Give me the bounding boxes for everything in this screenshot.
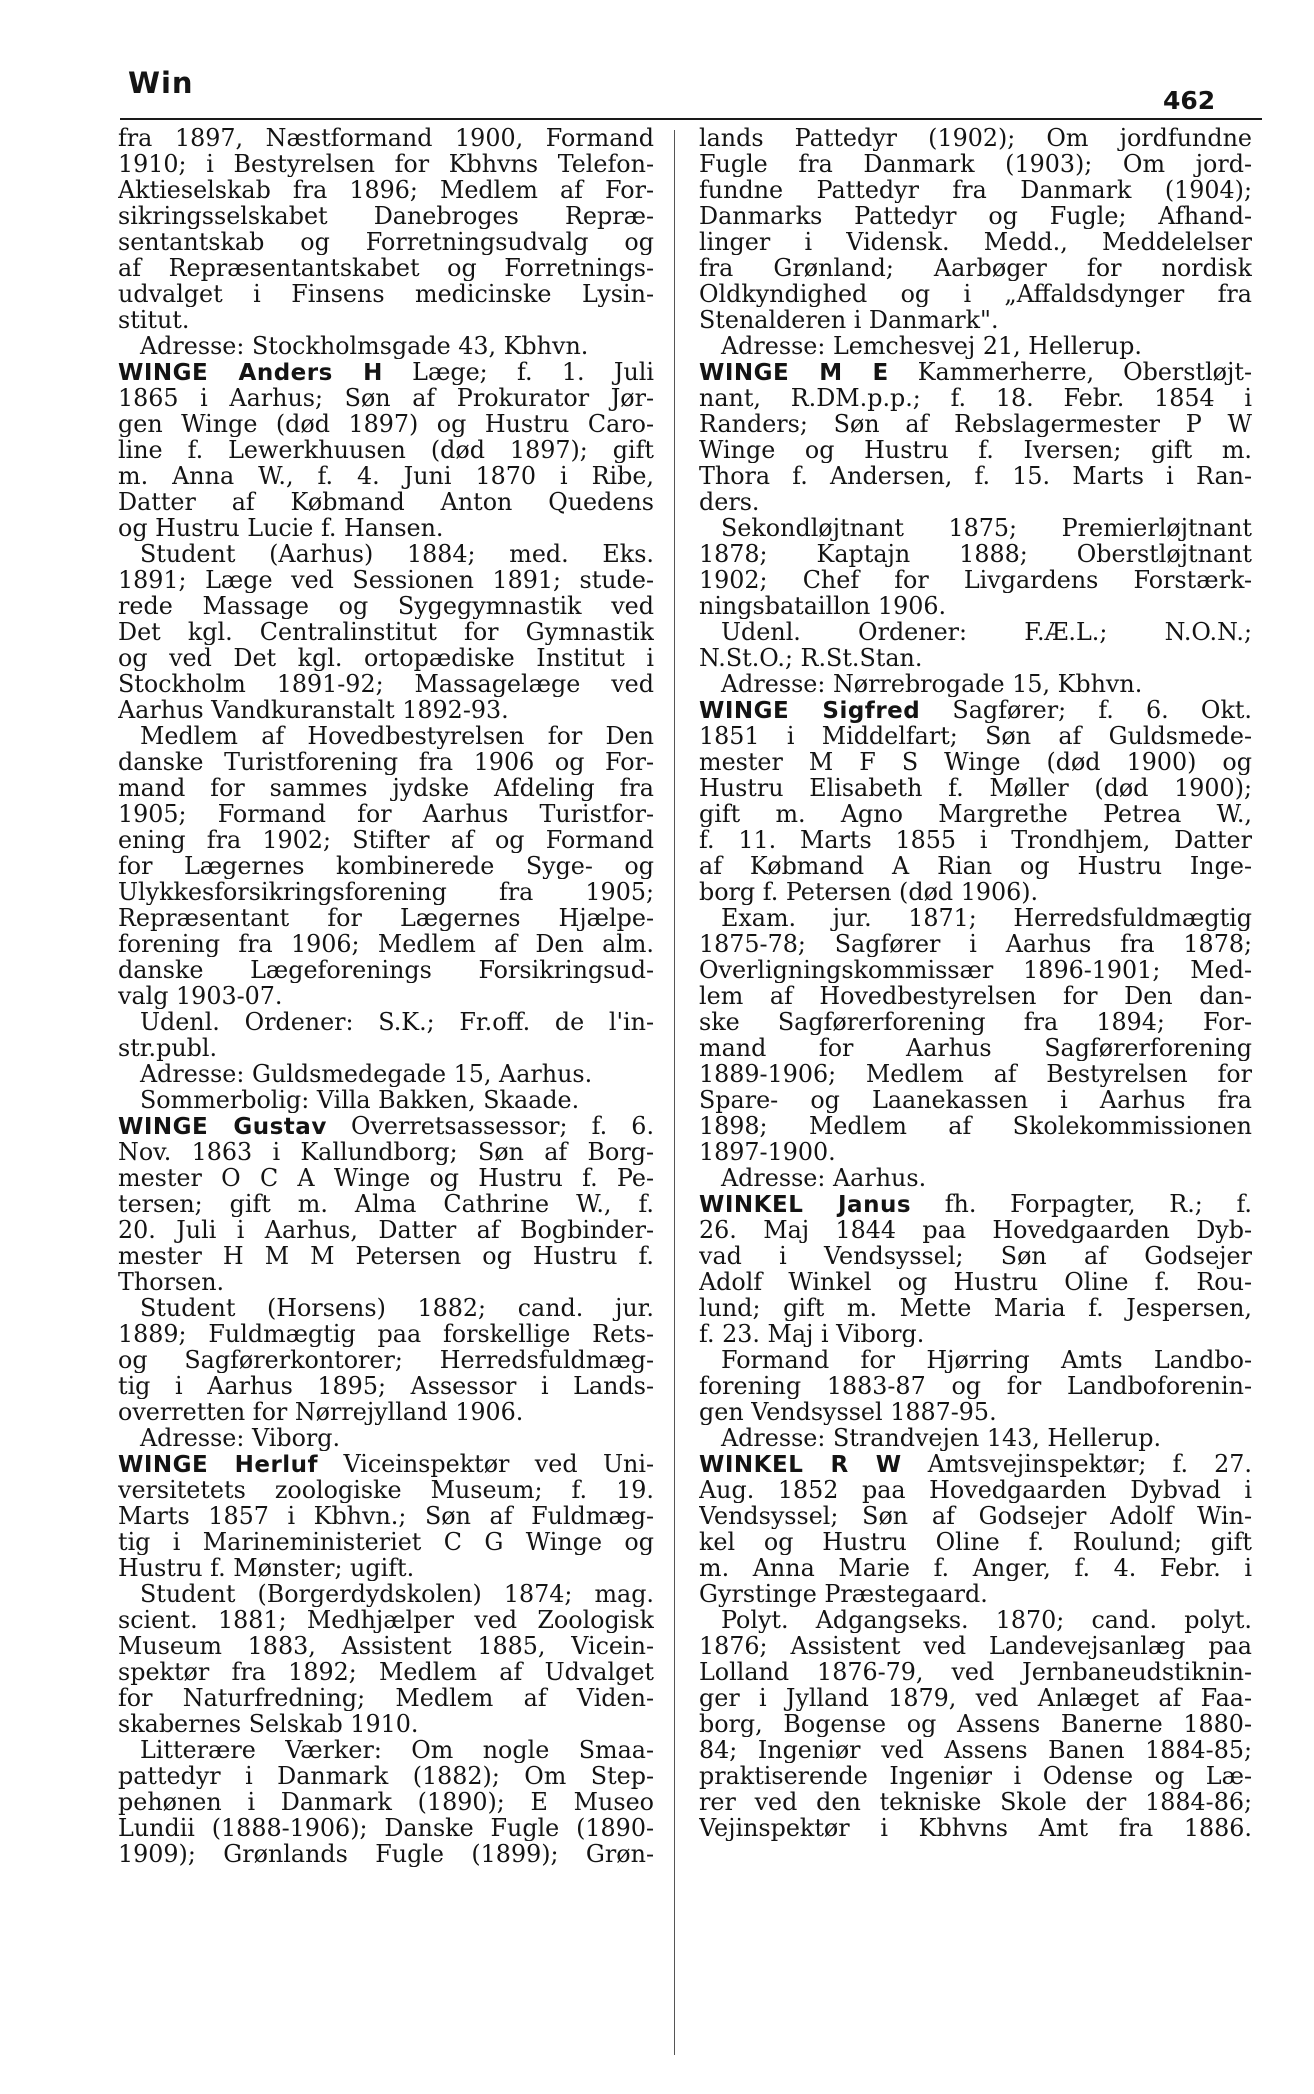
text-line <box>118 593 654 619</box>
line-text: lands Pattedyr (1902); Om jordfundne <box>699 125 1252 151</box>
text-line <box>118 1217 654 1243</box>
line-text: mester O C A Winge og Hustru f. Pe- <box>118 1165 654 1191</box>
line-text: Lolland 1876-79, ved Jernbaneudstiknin- <box>699 1659 1252 1685</box>
text-line <box>699 1009 1252 1035</box>
line-text: vad i Vendsyssel; Søn af Godsejer <box>699 1243 1252 1269</box>
text-line <box>699 333 1252 359</box>
line-text: af Købmand A Rian og Hustru Inge- <box>699 853 1252 879</box>
text-line <box>699 515 1252 541</box>
line-text: Nov. 1863 i Kallundborg; Søn af Borg- <box>118 1139 654 1165</box>
line-text: 1910; i Bestyrelsen for Kbhvns Telefon- <box>118 151 654 177</box>
text-line <box>699 671 1252 697</box>
text-line <box>699 645 1252 671</box>
line-text: borg, Bogense og Assens Banerne 1880- <box>699 1711 1252 1737</box>
text-line <box>699 853 1252 879</box>
line-text: versitetets zoologiske Museum; f. 19. <box>118 1477 654 1503</box>
line-text: Stockholm 1891-92; Massagelæge ved <box>118 671 654 697</box>
line-text: overretten for Nørrejylland 1906. <box>118 1399 524 1425</box>
text-line <box>699 1685 1252 1711</box>
line-text: 1875-78; Sagfører i Aarhus fra 1878; <box>699 931 1252 957</box>
text-line <box>699 1711 1252 1737</box>
text-line <box>118 1503 654 1529</box>
line-text: kel og Hustru Oline f. Roulund; gift <box>699 1529 1252 1555</box>
line-text: Aktieselskab fra 1896; Medlem af For- <box>118 177 654 203</box>
line-text: 1898; Medlem af Skolekommissionen <box>699 1113 1252 1139</box>
text-line <box>118 645 654 671</box>
text-line <box>699 203 1252 229</box>
text-line <box>699 1269 1252 1295</box>
line-text: gift m. Agno Margrethe Petrea W., <box>699 801 1252 827</box>
line-text: Amtsvejinspektør; f. 27. <box>901 1451 1252 1477</box>
entry-heading-line <box>699 359 1252 385</box>
line-text: Hustru Elisabeth f. Møller (død 1900); <box>699 775 1252 801</box>
entry-heading-line <box>118 1451 654 1477</box>
text-line <box>118 1737 654 1763</box>
line-text: spektør fra 1892; Medlem af Udvalget <box>118 1659 654 1685</box>
line-text: gen Vendsyssel 1887-95. <box>699 1399 997 1425</box>
text-line <box>699 489 1252 515</box>
text-line <box>118 281 654 307</box>
text-line <box>118 1373 654 1399</box>
line-text: Adresse: Lemchesvej 21, Hellerup. <box>721 333 1142 359</box>
line-text: for Naturfredning; Medlem af Viden- <box>118 1685 654 1711</box>
text-line <box>118 1477 654 1503</box>
line-text: fh. Forpagter, R.; f. <box>911 1191 1252 1217</box>
text-line <box>118 1139 654 1165</box>
entry-heading-line <box>118 1113 654 1139</box>
text-line <box>118 1685 654 1711</box>
entry-name: WINGE Gustav <box>118 1114 327 1139</box>
text-line <box>118 1399 654 1425</box>
text-line <box>699 177 1252 203</box>
entry-name: WINKEL Janus <box>699 1192 912 1217</box>
line-text: fra Grønland; Aarbøger for nordisk <box>699 255 1252 281</box>
line-text: 1851 i Middelfart; Søn af Guldsmede- <box>699 723 1252 749</box>
header-rule <box>120 118 1262 120</box>
line-text: Student (Horsens) 1882; cand. jur. <box>140 1295 654 1321</box>
text-line <box>118 1087 654 1113</box>
text-line <box>699 437 1252 463</box>
line-text: mand for sammes jydske Afdeling fra <box>118 775 654 801</box>
line-text: 26. Maj 1844 paa Hovedgaarden Dyb- <box>699 1217 1252 1243</box>
line-text: 1902; Chef for Livgardens Forstærk- <box>699 567 1252 593</box>
text-line <box>699 905 1252 931</box>
line-text: pehønen i Danmark (1890); E Museo <box>118 1789 654 1815</box>
line-text: skabernes Selskab 1910. <box>118 1711 419 1737</box>
line-text: valg 1903-07. <box>118 983 283 1009</box>
line-text: Sommerbolig: Villa Bakken, Skaade. <box>140 1087 580 1113</box>
text-line <box>118 1165 654 1191</box>
line-text: Vendsyssel; Søn af Godsejer Adolf Win- <box>699 1503 1252 1529</box>
line-text: Student (Aarhus) 1884; med. Eks. <box>140 541 654 567</box>
text-line <box>118 1763 654 1789</box>
text-line <box>699 1113 1252 1139</box>
right-column <box>699 125 1252 1841</box>
text-line <box>118 1035 654 1061</box>
line-text: Gyrstinge Præstegaard. <box>699 1581 988 1607</box>
line-text: Thorsen. <box>118 1269 225 1295</box>
text-line <box>699 1425 1252 1451</box>
text-line <box>699 1581 1252 1607</box>
line-text: Marts 1857 i Kbhvn.; Søn af Fuldmæg- <box>118 1503 654 1529</box>
line-text: 1891; Læge ved Sessionen 1891; stude- <box>118 567 654 593</box>
text-line <box>118 463 654 489</box>
text-line <box>118 1061 654 1087</box>
text-line <box>118 1295 654 1321</box>
line-text: Fugle fra Danmark (1903); Om jord- <box>699 151 1252 177</box>
line-text: rede Massage og Sygegymnastik ved <box>118 593 654 619</box>
line-text: Spare- og Laanekassen i Aarhus fra <box>699 1087 1252 1113</box>
text-line <box>118 1269 654 1295</box>
line-text: Adresse: Nørrebrogade 15, Kbhvn. <box>721 671 1143 697</box>
text-line <box>118 1841 654 1867</box>
entry-name: WINKEL R W <box>699 1452 902 1477</box>
text-line <box>699 1347 1252 1373</box>
text-line <box>699 125 1252 151</box>
text-line <box>699 723 1252 749</box>
line-text: fra 1897, Næstformand 1900, Formand <box>118 125 654 151</box>
text-line <box>118 515 654 541</box>
text-line <box>118 203 654 229</box>
line-text: Adresse: Guldsmedegade 15, Aarhus. <box>140 1061 593 1087</box>
line-text: Adolf Winkel og Hustru Oline f. Rou- <box>699 1269 1252 1295</box>
text-line <box>118 931 654 957</box>
text-line <box>118 1789 654 1815</box>
line-text: 1909); Grønlands Fugle (1899); Grøn- <box>118 1841 654 1867</box>
entry-name: WINGE Anders H <box>118 360 383 385</box>
line-text: 1865 i Aarhus; Søn af Prokurator Jør- <box>118 385 654 411</box>
text-line <box>118 879 654 905</box>
entry-name: WINGE Herluf <box>118 1452 319 1477</box>
line-text: ningsbataillon 1906. <box>699 593 947 619</box>
line-text: Stenalderen i Danmark". <box>699 307 999 333</box>
text-line <box>699 1607 1252 1633</box>
text-line <box>699 1529 1252 1555</box>
line-text: af Repræsentantskabet og Forretnings- <box>118 255 654 281</box>
line-text: Viceinspektør ved Uni- <box>318 1451 654 1477</box>
text-line <box>699 229 1252 255</box>
line-text: Student (Borgerdydskolen) 1874; mag. <box>140 1581 654 1607</box>
line-text: lem af Hovedbestyrelsen for Den dan- <box>699 983 1252 1009</box>
line-text: Polyt. Adgangseks. 1870; cand. polyt. <box>721 1607 1252 1633</box>
line-text: Medlem af Hovedbestyrelsen for Den <box>140 723 654 749</box>
line-text: for Lægernes kombinerede Syge- og <box>118 853 654 879</box>
left-column <box>118 125 654 1867</box>
line-text: Aug. 1852 paa Hovedgaarden Dybvad i <box>699 1477 1252 1503</box>
line-text: str.publ. <box>118 1035 218 1061</box>
text-line <box>699 1737 1252 1763</box>
text-line <box>699 1321 1252 1347</box>
line-text: tersen; gift m. Alma Cathrine W., f. <box>118 1191 654 1217</box>
text-line <box>699 1763 1252 1789</box>
text-line <box>118 255 654 281</box>
text-line <box>699 1503 1252 1529</box>
line-text: fundne Pattedyr fra Danmark (1904); <box>699 177 1252 203</box>
line-text: forening 1883-87 og for Landboforenin- <box>699 1373 1252 1399</box>
text-line <box>118 541 654 567</box>
text-line <box>118 1711 654 1737</box>
text-line <box>699 593 1252 619</box>
entry-heading-line <box>699 697 1252 723</box>
text-line <box>118 177 654 203</box>
text-line <box>118 801 654 827</box>
text-line <box>699 541 1252 567</box>
line-text: 1905; Formand for Aarhus Turistfor- <box>118 801 654 827</box>
text-line <box>699 1659 1252 1685</box>
text-line <box>699 1399 1252 1425</box>
line-text: 20. Juli i Aarhus, Datter af Bogbinder- <box>118 1217 654 1243</box>
line-text: og ved Det kgl. ortopædiske Institut i <box>118 645 654 671</box>
text-line <box>699 1789 1252 1815</box>
text-line <box>118 905 654 931</box>
text-line <box>699 931 1252 957</box>
text-line <box>118 853 654 879</box>
text-line <box>118 723 654 749</box>
line-text: m. Anna Marie f. Anger, f. 4. Febr. i <box>699 1555 1252 1581</box>
line-text: forening fra 1906; Medlem af Den alm. <box>118 931 654 957</box>
line-text: mand for Aarhus Sagførerforening <box>699 1035 1252 1061</box>
column-divider <box>674 130 675 2055</box>
line-text: Winge og Hustru f. Iversen; gift m. <box>699 437 1252 463</box>
text-line <box>118 1321 654 1347</box>
entry-name: WINGE Sigfred <box>699 698 921 723</box>
line-text: ske Sagførerforening fra 1894; For- <box>699 1009 1252 1035</box>
text-line <box>699 957 1252 983</box>
text-line <box>699 151 1252 177</box>
line-text: f. 23. Maj i Viborg. <box>699 1321 925 1347</box>
line-text: Hustru f. Mønster; ugift. <box>118 1555 415 1581</box>
line-text: Repræsentant for Lægernes Hjælpe- <box>118 905 654 931</box>
text-line <box>118 957 654 983</box>
running-head: Win <box>128 66 194 100</box>
text-line <box>699 749 1252 775</box>
line-text: Formand for Hjørring Amts Landbo- <box>721 1347 1252 1373</box>
page-number: 462 <box>1163 86 1216 115</box>
text-line <box>699 1477 1252 1503</box>
line-text: Datter af Købmand Anton Quedens <box>118 489 654 515</box>
text-line <box>118 749 654 775</box>
text-line <box>118 1529 654 1555</box>
text-line <box>699 619 1252 645</box>
text-line <box>699 801 1252 827</box>
text-line <box>699 385 1252 411</box>
text-line <box>118 1243 654 1269</box>
line-text: 84; Ingeniør ved Assens Banen 1884-85; <box>699 1737 1252 1763</box>
text-line <box>118 411 654 437</box>
text-line <box>699 255 1252 281</box>
text-line <box>699 1139 1252 1165</box>
line-text: Ulykkesforsikringsforening fra 1905; <box>118 879 654 905</box>
line-text: og Sagførerkontorer; Herredsfuldmæg- <box>118 1347 654 1373</box>
line-text: Udenl. Ordener: S.K.; Fr.off. de l'in- <box>140 1009 654 1035</box>
text-line <box>699 1217 1252 1243</box>
text-line <box>699 775 1252 801</box>
line-text: ening fra 1902; Stifter af og Formand <box>118 827 654 853</box>
line-text: Vejinspektør i Kbhvns Amt fra 1886. <box>699 1815 1252 1841</box>
text-line <box>118 307 654 333</box>
line-text: stitut. <box>118 307 190 333</box>
text-line <box>118 229 654 255</box>
text-line <box>118 437 654 463</box>
text-line <box>118 1607 654 1633</box>
line-text: line f. Lewerkhuusen (død 1897); gift <box>118 437 654 463</box>
line-text: 1897-1900. <box>699 1139 836 1165</box>
text-line <box>699 1373 1252 1399</box>
text-line <box>699 827 1252 853</box>
line-text: ders. <box>699 489 760 515</box>
line-text: Sagfører; f. 6. Okt. <box>920 697 1252 723</box>
text-line <box>699 1243 1252 1269</box>
line-text: 1889-1906; Medlem af Bestyrelsen for <box>699 1061 1252 1087</box>
text-line <box>699 1555 1252 1581</box>
line-text: Læge; f. 1. Juli <box>382 359 654 385</box>
text-line <box>699 307 1252 333</box>
text-line <box>118 1633 654 1659</box>
line-text: rer ved den tekniske Skole der 1884-86; <box>699 1789 1252 1815</box>
line-text: tig i Aarhus 1895; Assessor i Lands- <box>118 1373 654 1399</box>
line-text: N.St.O.; R.St.Stan. <box>699 645 923 671</box>
line-text: og Hustru Lucie f. Hansen. <box>118 515 444 541</box>
text-line <box>699 879 1252 905</box>
text-line <box>699 411 1252 437</box>
text-line <box>118 671 654 697</box>
text-line <box>118 1555 654 1581</box>
line-text: nant, R.DM.p.p.; f. 18. Febr. 1854 i <box>699 385 1252 411</box>
text-line <box>118 1009 654 1035</box>
line-text: Overligningskommissær 1896-1901; Med- <box>699 957 1252 983</box>
line-text: Adresse: Strandvejen 143, Hellerup. <box>721 1425 1162 1451</box>
text-line <box>118 1191 654 1217</box>
line-text: Oldkyndighed og i „Affaldsdynger fra <box>699 281 1252 307</box>
line-text: 1889; Fuldmægtig paa forskellige Rets- <box>118 1321 654 1347</box>
line-text: Adresse: Stockholmsgade 43, Kbhvn. <box>140 333 589 359</box>
line-text: Randers; Søn af Rebslagermester P W <box>699 411 1252 437</box>
line-text: sentantskab og Forretningsudvalg og <box>118 229 654 255</box>
text-line <box>118 1581 654 1607</box>
text-line <box>118 1347 654 1373</box>
text-line <box>118 489 654 515</box>
text-line <box>699 281 1252 307</box>
line-text: linger i Vidensk. Medd., Meddelelser <box>699 229 1252 255</box>
text-line <box>699 983 1252 1009</box>
line-text: danske Lægeforenings Forsikringsud- <box>118 957 654 983</box>
entry-heading-line <box>699 1451 1252 1477</box>
line-text: praktiserende Ingeniør i Odense og Læ- <box>699 1763 1252 1789</box>
line-text: ger i Jylland 1879, ved Anlæget af Faa- <box>699 1685 1252 1711</box>
line-text: Udenl. Ordener: F.Æ.L.; N.O.N.; <box>721 619 1252 645</box>
line-text: mester H M M Petersen og Hustru f. <box>118 1243 654 1269</box>
line-text: Aarhus Vandkuranstalt 1892-93. <box>118 697 509 723</box>
text-line <box>118 1659 654 1685</box>
text-line <box>118 775 654 801</box>
text-line <box>699 1165 1252 1191</box>
text-line <box>699 1035 1252 1061</box>
line-text: tig i Marineministeriet C G Winge og <box>118 1529 654 1555</box>
line-text: Museum 1883, Assistent 1885, Vicein- <box>118 1633 654 1659</box>
text-line <box>118 125 654 151</box>
text-line <box>118 983 654 1009</box>
entry-heading-line <box>118 359 654 385</box>
text-line <box>118 1425 654 1451</box>
line-text: sikringsselskabet Danebroges Repræ- <box>118 203 654 229</box>
text-line <box>118 619 654 645</box>
entry-heading-line <box>699 1191 1252 1217</box>
line-text: udvalget i Finsens medicinske Lysin- <box>118 281 654 307</box>
line-text: gen Winge (død 1897) og Hustru Caro- <box>118 411 654 437</box>
text-line <box>699 1633 1252 1659</box>
text-line <box>699 1295 1252 1321</box>
text-line <box>118 827 654 853</box>
line-text: scient. 1881; Medhjælper ved Zoologisk <box>118 1607 654 1633</box>
line-text: Adresse: Viborg. <box>140 1425 341 1451</box>
text-line <box>699 1087 1252 1113</box>
line-text: borg f. Petersen (død 1906). <box>699 879 1039 905</box>
line-text: f. 11. Marts 1855 i Trondhjem, Datter <box>699 827 1252 853</box>
line-text: mester M F S Winge (død 1900) og <box>699 749 1252 775</box>
line-text: Det kgl. Centralinstitut for Gymnastik <box>118 619 654 645</box>
text-line <box>118 567 654 593</box>
line-text: 1876; Assistent ved Landevejsanlæg paa <box>699 1633 1252 1659</box>
line-text: Kammerherre, Oberstløjt- <box>888 359 1252 385</box>
entry-name: WINGE M E <box>699 360 889 385</box>
line-text: Adresse: Aarhus. <box>721 1165 927 1191</box>
text-line <box>118 333 654 359</box>
text-line <box>699 463 1252 489</box>
line-text: Litterære Værker: Om nogle Smaa- <box>140 1737 654 1763</box>
text-line <box>699 567 1252 593</box>
text-line <box>699 1061 1252 1087</box>
text-line <box>699 1815 1252 1841</box>
text-line <box>118 697 654 723</box>
line-text: m. Anna W., f. 4. Juni 1870 i Ribe, <box>118 463 654 489</box>
line-text: lund; gift m. Mette Maria f. Jespersen, <box>699 1295 1252 1321</box>
text-line <box>118 1815 654 1841</box>
line-text: Exam. jur. 1871; Herredsfuldmægtig <box>721 905 1252 931</box>
line-text: Sekondløjtnant 1875; Premierløjtnant <box>721 515 1252 541</box>
text-line <box>118 151 654 177</box>
text-line <box>118 385 654 411</box>
line-text: Danmarks Pattedyr og Fugle; Afhand- <box>699 203 1252 229</box>
line-text: danske Turistforening fra 1906 og For- <box>118 749 654 775</box>
line-text: Lundii (1888-1906); Danske Fugle (1890- <box>118 1815 654 1841</box>
line-text: 1878; Kaptajn 1888; Oberstløjtnant <box>699 541 1252 567</box>
line-text: Thora f. Andersen, f. 15. Marts i Ran- <box>699 463 1252 489</box>
line-text: pattedyr i Danmark (1882); Om Step- <box>118 1763 654 1789</box>
line-text: Overretsassessor; f. 6. <box>326 1113 654 1139</box>
